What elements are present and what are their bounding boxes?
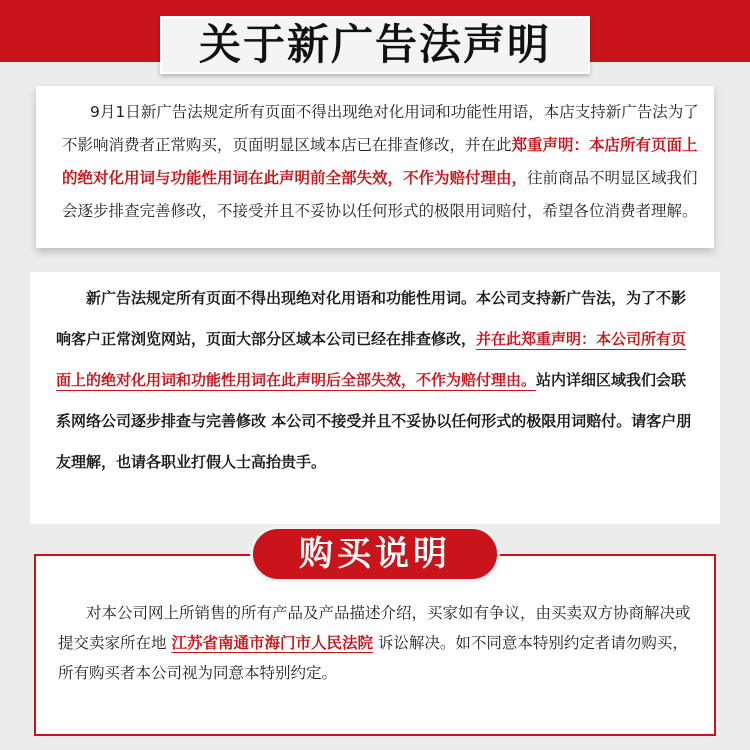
- purchase-notice-text-a: 对本公司网上所销售的所有产品及产品描述介绍，买家如有争议，由买卖双方协商解决或提交卖家所在地: [58, 604, 691, 652]
- announcement-title-box: [160, 16, 590, 74]
- company-statement-paragraph: [56, 278, 700, 483]
- company-statement-highlight: 并在此郑重声明：本公司所有页面上的绝对化用词和功能性用词在此声明后全部失效，不作为赔付理由。: [56, 330, 687, 389]
- announcement-title: 关于新广告法声明: [198, 20, 551, 69]
- purchase-notice-text-b: 诉讼解决。如不同意本特别约定者请勿购买，所有购买者本公司视为同意本特别约定。: [58, 634, 688, 682]
- company-statement-panel: [30, 272, 720, 524]
- announcement-panel: [36, 86, 714, 248]
- company-statement-text-b: 站内详细区域我们会联系网络公司逐步排查与完善修改 本公司不接受并且不妥协以任何形式的极限用词赔付。请客户朋友理解，也请各职业打假人士高抬贵手。: [56, 371, 692, 471]
- court-name: 江苏省南通市海门市人民法院: [171, 634, 373, 652]
- announcement-paragraph: [62, 96, 700, 228]
- announcement-text-b: 往前商品不明显区域我们会逐步排查完善修改，不接受并且不妥协以任何形式的极限用词赔付，希望各位消费者理解。: [62, 169, 698, 220]
- announcement-banner: [0, 0, 750, 69]
- announcement-text-highlight: 郑重声明：本店所有页面上的绝对化用词与功能性用词在此声明前全部失效，不作为赔付理由，: [62, 136, 698, 187]
- purchase-notice-title-pill: [250, 526, 500, 582]
- purchase-notice-title: 购买说明: [299, 534, 451, 574]
- purchase-notice-paragraph: [58, 598, 696, 688]
- company-statement-text-a: 新广告法规定所有页面不得出现绝对化用语和功能性用词。本公司支持新广告法，为了不影响客户正常浏览网站，页面大部分区域本公司已经在排查修改，: [56, 289, 687, 348]
- announcement-text-a: 9月1日新广告法规定所有页面不得出现绝对化用词和功能性用语，本店支持新广告法为了不影响消费者正常购买，页面明显区域本店已在排查修改，并在此: [62, 103, 699, 154]
